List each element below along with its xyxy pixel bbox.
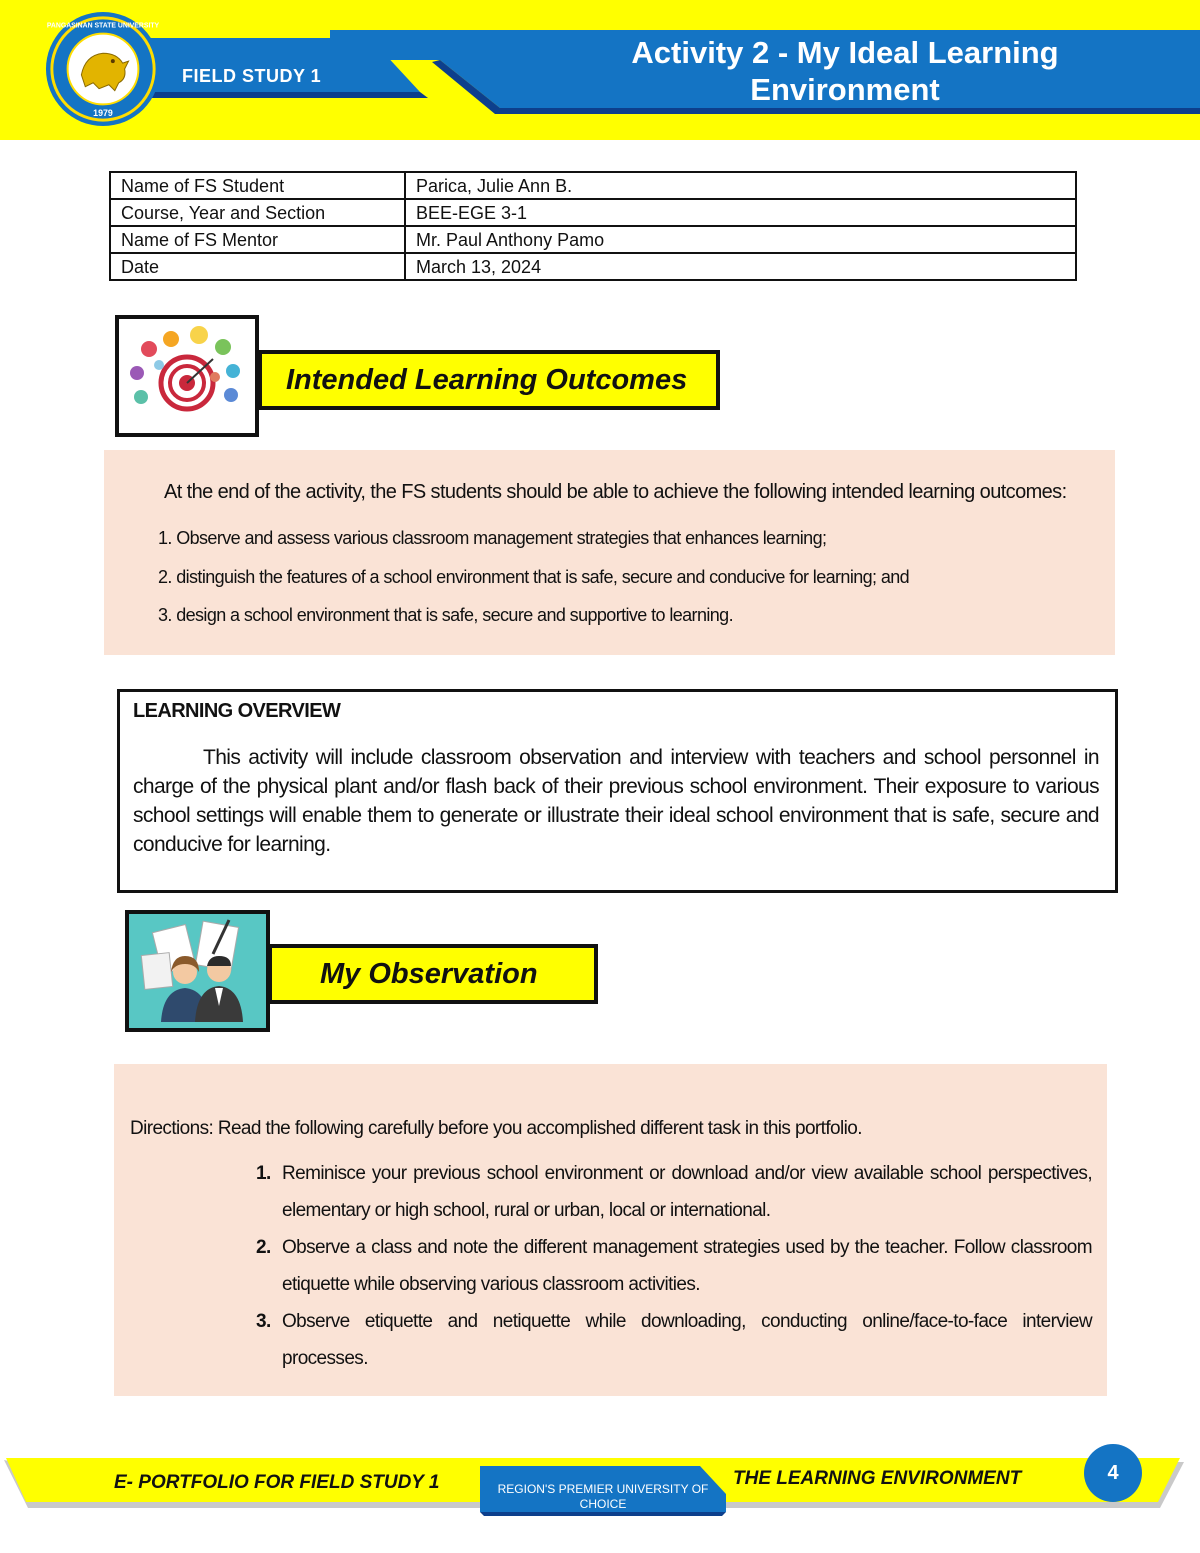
course-label: FIELD STUDY 1 [182,66,322,86]
list-text: Observe etiquette and netiquette while downloading, conducting online/face-to-face interview processes. [282,1311,1092,1369]
footer-left-text: E- PORTFOLIO FOR FIELD STUDY 1 [114,1472,440,1493]
student-info-table [109,171,1077,281]
footer-motto: REGION'S PREMIER UNIVERSITY OF CHOICE [497,1482,709,1511]
list-item [256,1229,1092,1303]
footer-right-text: THE LEARNING ENVIRONMENT [733,1468,1022,1489]
ilo-intro-text: At the end of the activity, the FS students should be able to achieve the following intended learning outcomes: [164,481,1067,503]
university-seal-icon [44,10,162,128]
ilo-section-title: Intended Learning Outcomes [258,350,720,410]
info-label: Course, Year and Section [110,199,405,226]
list-item: 1. Observe and assess various classroom management strategies that enhances learning; [158,528,827,548]
directions-text: Directions: Read the following carefully before you accomplished different task in this portfolio. [130,1118,862,1139]
table-row [110,226,1076,253]
list-number: 1. [256,1163,271,1184]
list-item: 2. distinguish the features of a school environment that is safe, secure and conducive for learning; and [158,567,910,587]
list-item [256,1303,1092,1377]
table-row [110,199,1076,226]
info-value: Mr. Paul Anthony Pamo [405,226,1076,253]
info-label: Name of FS Student [110,172,405,199]
info-label: Date [110,253,405,280]
list-item [256,1155,1092,1229]
list-text: Observe a class and note the different management strategies used by the teacher. Follow classroom etiquette while observing various classroom activities. [282,1237,1092,1295]
overview-text: This activity will include classroom observation and interview with teachers and school personnel in charge of the physical plant and/or flash back of their previous school environment. Their exposure to various school settings will enable them to generate or illustrate their ideal school environment that is safe, secure and conducive for learning. [133,746,1099,856]
list-number: 3. [256,1311,271,1332]
observation-section-title: My Observation [268,944,598,1004]
info-label: Name of FS Mentor [110,226,405,253]
svg-text:PANGASINAN STATE UNIVERSITY: PANGASINAN STATE UNIVERSITY [46,22,160,30]
list-text: Reminisce your previous school environment or download and/or view available school perspectives, elementary or high school, rural or urban, local or international. [282,1163,1092,1221]
overview-title: LEARNING OVERVIEW [133,700,341,722]
list-item: 3. design a school environment that is safe, secure and supportive to learning. [158,605,733,625]
page-title: Activity 2 - My Ideal Learning Environment [631,35,1059,107]
table-row [110,253,1076,280]
page-number-badge: 4 [1084,1444,1142,1502]
svg-text:1979: 1979 [93,108,113,119]
observation-icon-frame [125,910,270,1032]
ilo-icon-frame [115,315,259,437]
table-row [110,172,1076,199]
target-ideas-icon [119,319,255,433]
people-documents-icon [129,914,266,1028]
info-value: BEE-EGE 3-1 [405,199,1076,226]
list-number: 2. [256,1237,271,1258]
info-value: March 13, 2024 [405,253,1076,280]
info-value: Parica, Julie Ann B. [405,172,1076,199]
